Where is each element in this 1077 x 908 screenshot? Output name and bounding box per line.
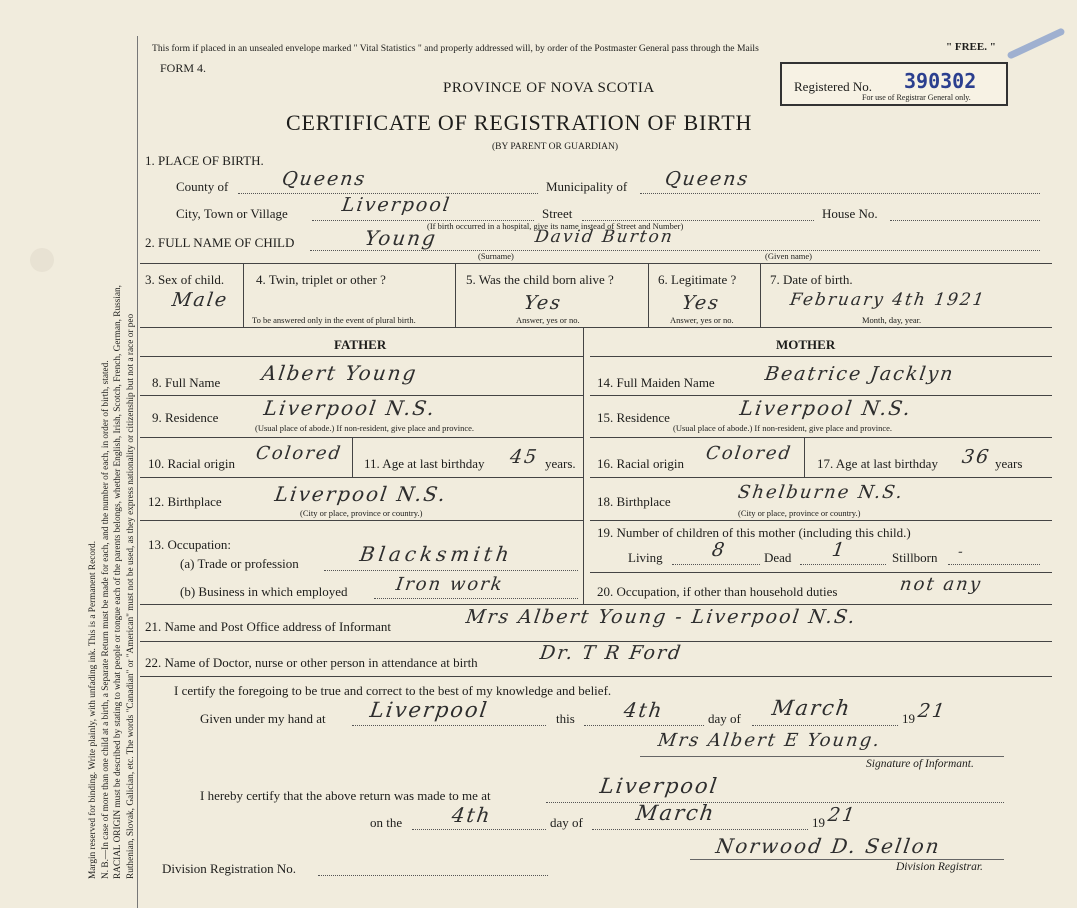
margin-note-1: Margin reserved for binding. Write plainly, with unfading ink. This is a Permanent Record. [88,540,98,879]
city-value: Liverpool [340,194,453,216]
living-value: 8 [710,539,728,561]
mother-residence-value: Liverpool N.S. [738,396,914,420]
return-year: 21 [826,804,858,826]
county-value: Queens [280,168,368,190]
mother-residence-note: (Usual place of abode.) If non-resident, give place and province. [673,423,893,433]
division-registration-label: Division Registration No. [162,861,296,876]
father-name-value: Albert Young [260,361,420,385]
father-occupation-label: 13. Occupation: [148,537,232,552]
mother-name-label: 14. Full Maiden Name [597,375,715,390]
binding-rule [137,36,138,908]
sex-value: Male [170,289,230,311]
informant-value: Mrs Albert Young - Liverpool N.S. [464,606,859,628]
informant-signature: Mrs Albert E Young. [656,730,883,751]
twin-label: 4. Twin, triplet or other ? [256,272,386,287]
municipality-value: Queens [663,168,751,190]
margin-note-3: RACIAL ORIGIN must be described by stating to what people or tongue each of the parents belongs, whether English, Irish, Scotch, French, German, Russian, [113,284,123,879]
registered-number: 390302 [904,69,977,93]
father-residence-label: 9. Residence [152,410,219,425]
return-day: 4th [450,803,494,827]
given-name-caption: (Given name) [765,251,812,261]
legitimate-value: Yes [680,292,722,314]
mother-birthplace-label: 18. Birthplace [597,494,671,509]
registered-number-box [780,62,1008,106]
father-birthplace-label: 12. Birthplace [148,494,222,509]
return-label: I hereby certify that the above return was made to me at [200,788,491,803]
given-day: 4th [622,698,666,722]
mother-birthplace-note: (City or place, province or country.) [738,508,861,518]
trade-label: (a) Trade or profession [180,556,299,571]
business-value: Iron work [394,574,506,595]
binding-hole [30,248,54,272]
sex-label: 3. Sex of child. [145,272,225,287]
margin-note-2: N. B.—In case of more than one child at a birth, a Separate Return must be made for each, and the number of each, in order of birth, stated. [100,360,111,879]
form-number: FORM 4. [160,61,207,75]
free-label: " FREE. " [946,41,996,53]
mother-occupation-value: not any [898,574,984,595]
child-surname: Young [363,226,439,250]
dob-value: February 4th 1921 [788,290,987,310]
mother-name-value: Beatrice Jacklyn [763,363,957,385]
mother-years-label: years [995,456,1023,471]
father-residence-note: (Usual place of abode.) If non-resident, give place and province. [255,423,475,433]
business-label: (b) Business in which employed [180,584,348,599]
given-day-of-label: day of [708,711,741,726]
place-of-birth-heading: 1. PLACE OF BIRTH. [145,153,264,168]
born-alive-label: 5. Was the child born alive ? [466,272,614,287]
municipality-label: Municipality of [546,179,628,194]
dead-label: Dead [764,550,792,565]
mother-age-label: 17. Age at last birthday [817,456,938,471]
children-count-label: 19. Number of children of this mother (including this child.) [597,525,911,540]
father-birthplace-note: (City or place, province or country.) [300,508,423,518]
mother-racial-value: Colored [704,443,794,464]
father-residence-value: Liverpool N.S. [262,396,438,420]
street-label: Street [542,206,573,221]
certify-statement: I certify the foregoing to be true and correct to the best of my knowledge and belief. [174,683,612,698]
house-label: House No. [822,206,878,221]
given-this-label: this [556,711,575,726]
registered-note: For use of Registrar General only. [862,93,971,102]
trade-value: Blacksmith [358,542,515,566]
father-age-label: 11. Age at last birthday [364,456,485,471]
mother-heading: MOTHER [776,337,836,352]
dob-note: Month, day, year. [862,315,922,325]
province-heading: PROVINCE OF NOVA SCOTIA [443,80,655,96]
informant-label: 21. Name and Post Office address of Informant [145,619,391,634]
dob-label: 7. Date of birth. [770,272,853,287]
stillborn-value: - [956,544,966,560]
born-alive-note: Answer, yes or no. [516,315,580,325]
doctor-label: 22. Name of Doctor, nurse or other person in attendance at birth [145,655,478,670]
given-year: 21 [916,700,948,722]
margin-notes [87,19,137,879]
return-month: March [634,801,718,825]
given-month: March [770,696,854,720]
child-name-label: 2. FULL NAME OF CHILD [145,235,295,250]
legitimate-note: Answer, yes or no. [670,315,734,325]
mother-residence-label: 15. Residence [597,410,670,425]
mother-occupation-label: 20. Occupation, if other than household duties [597,584,838,599]
twin-note: To be answered only in the event of plural birth. [252,315,416,325]
given-year-prefix: 19 [902,711,915,726]
county-label: County of [176,179,229,194]
division-registrar-caption: Division Registrar. [896,861,983,873]
registered-label: Registered No. [794,79,872,94]
father-birthplace-value: Liverpool N.S. [273,482,449,506]
living-label: Living [628,550,663,565]
signature-informant-caption: Signature of Informant. [866,758,974,770]
born-alive-value: Yes [522,292,564,314]
father-years-label: years. [545,456,576,471]
return-on-the-label: on the [370,815,403,830]
return-place: Liverpool [598,774,721,798]
return-year-prefix: 19 [812,815,825,830]
father-heading: FATHER [334,337,387,352]
city-label: City, Town or Village [176,206,288,221]
father-racial-label: 10. Racial origin [148,456,236,471]
child-given-name: David Burton [533,227,676,247]
stillborn-label: Stillborn [892,550,938,565]
return-day-of-label: day of [550,815,583,830]
margin-note-4: Ruthenian, Slovak, Galician, etc. The words "Canadian" or "American" must not be used, as they express nationality or citizenship but not a race or peo [125,313,136,879]
postal-note: This form if placed in an unsealed envelope marked " Vital Statistics " and properly addressed will, by order of the Postmaster General pass through the Mails [152,43,759,54]
given-place: Liverpool [368,698,491,722]
father-name-label: 8. Full Name [152,375,221,390]
registrar-signature: Norwood D. Sellon [714,834,943,858]
street-note: (If birth occurred in a hospital, give its name instead of Street and Number) [427,221,684,231]
surname-caption: (Surname) [478,251,514,261]
mother-age-value: 36 [960,446,992,468]
doctor-value: Dr. T R Ford [538,642,684,664]
father-racial-value: Colored [254,443,344,464]
certificate-title: CERTIFICATE OF REGISTRATION OF BIRTH [286,110,753,135]
given-label: Given under my hand at [200,711,326,726]
mother-birthplace-value: Shelburne N.S. [736,482,906,503]
ink-stroke [1006,27,1065,60]
legitimate-label: 6. Legitimate ? [658,272,737,287]
dead-value: 1 [830,539,848,561]
father-age-value: 45 [508,446,540,468]
certificate-subtitle: (BY PARENT OR GUARDIAN) [492,142,619,152]
mother-racial-label: 16. Racial origin [597,456,685,471]
